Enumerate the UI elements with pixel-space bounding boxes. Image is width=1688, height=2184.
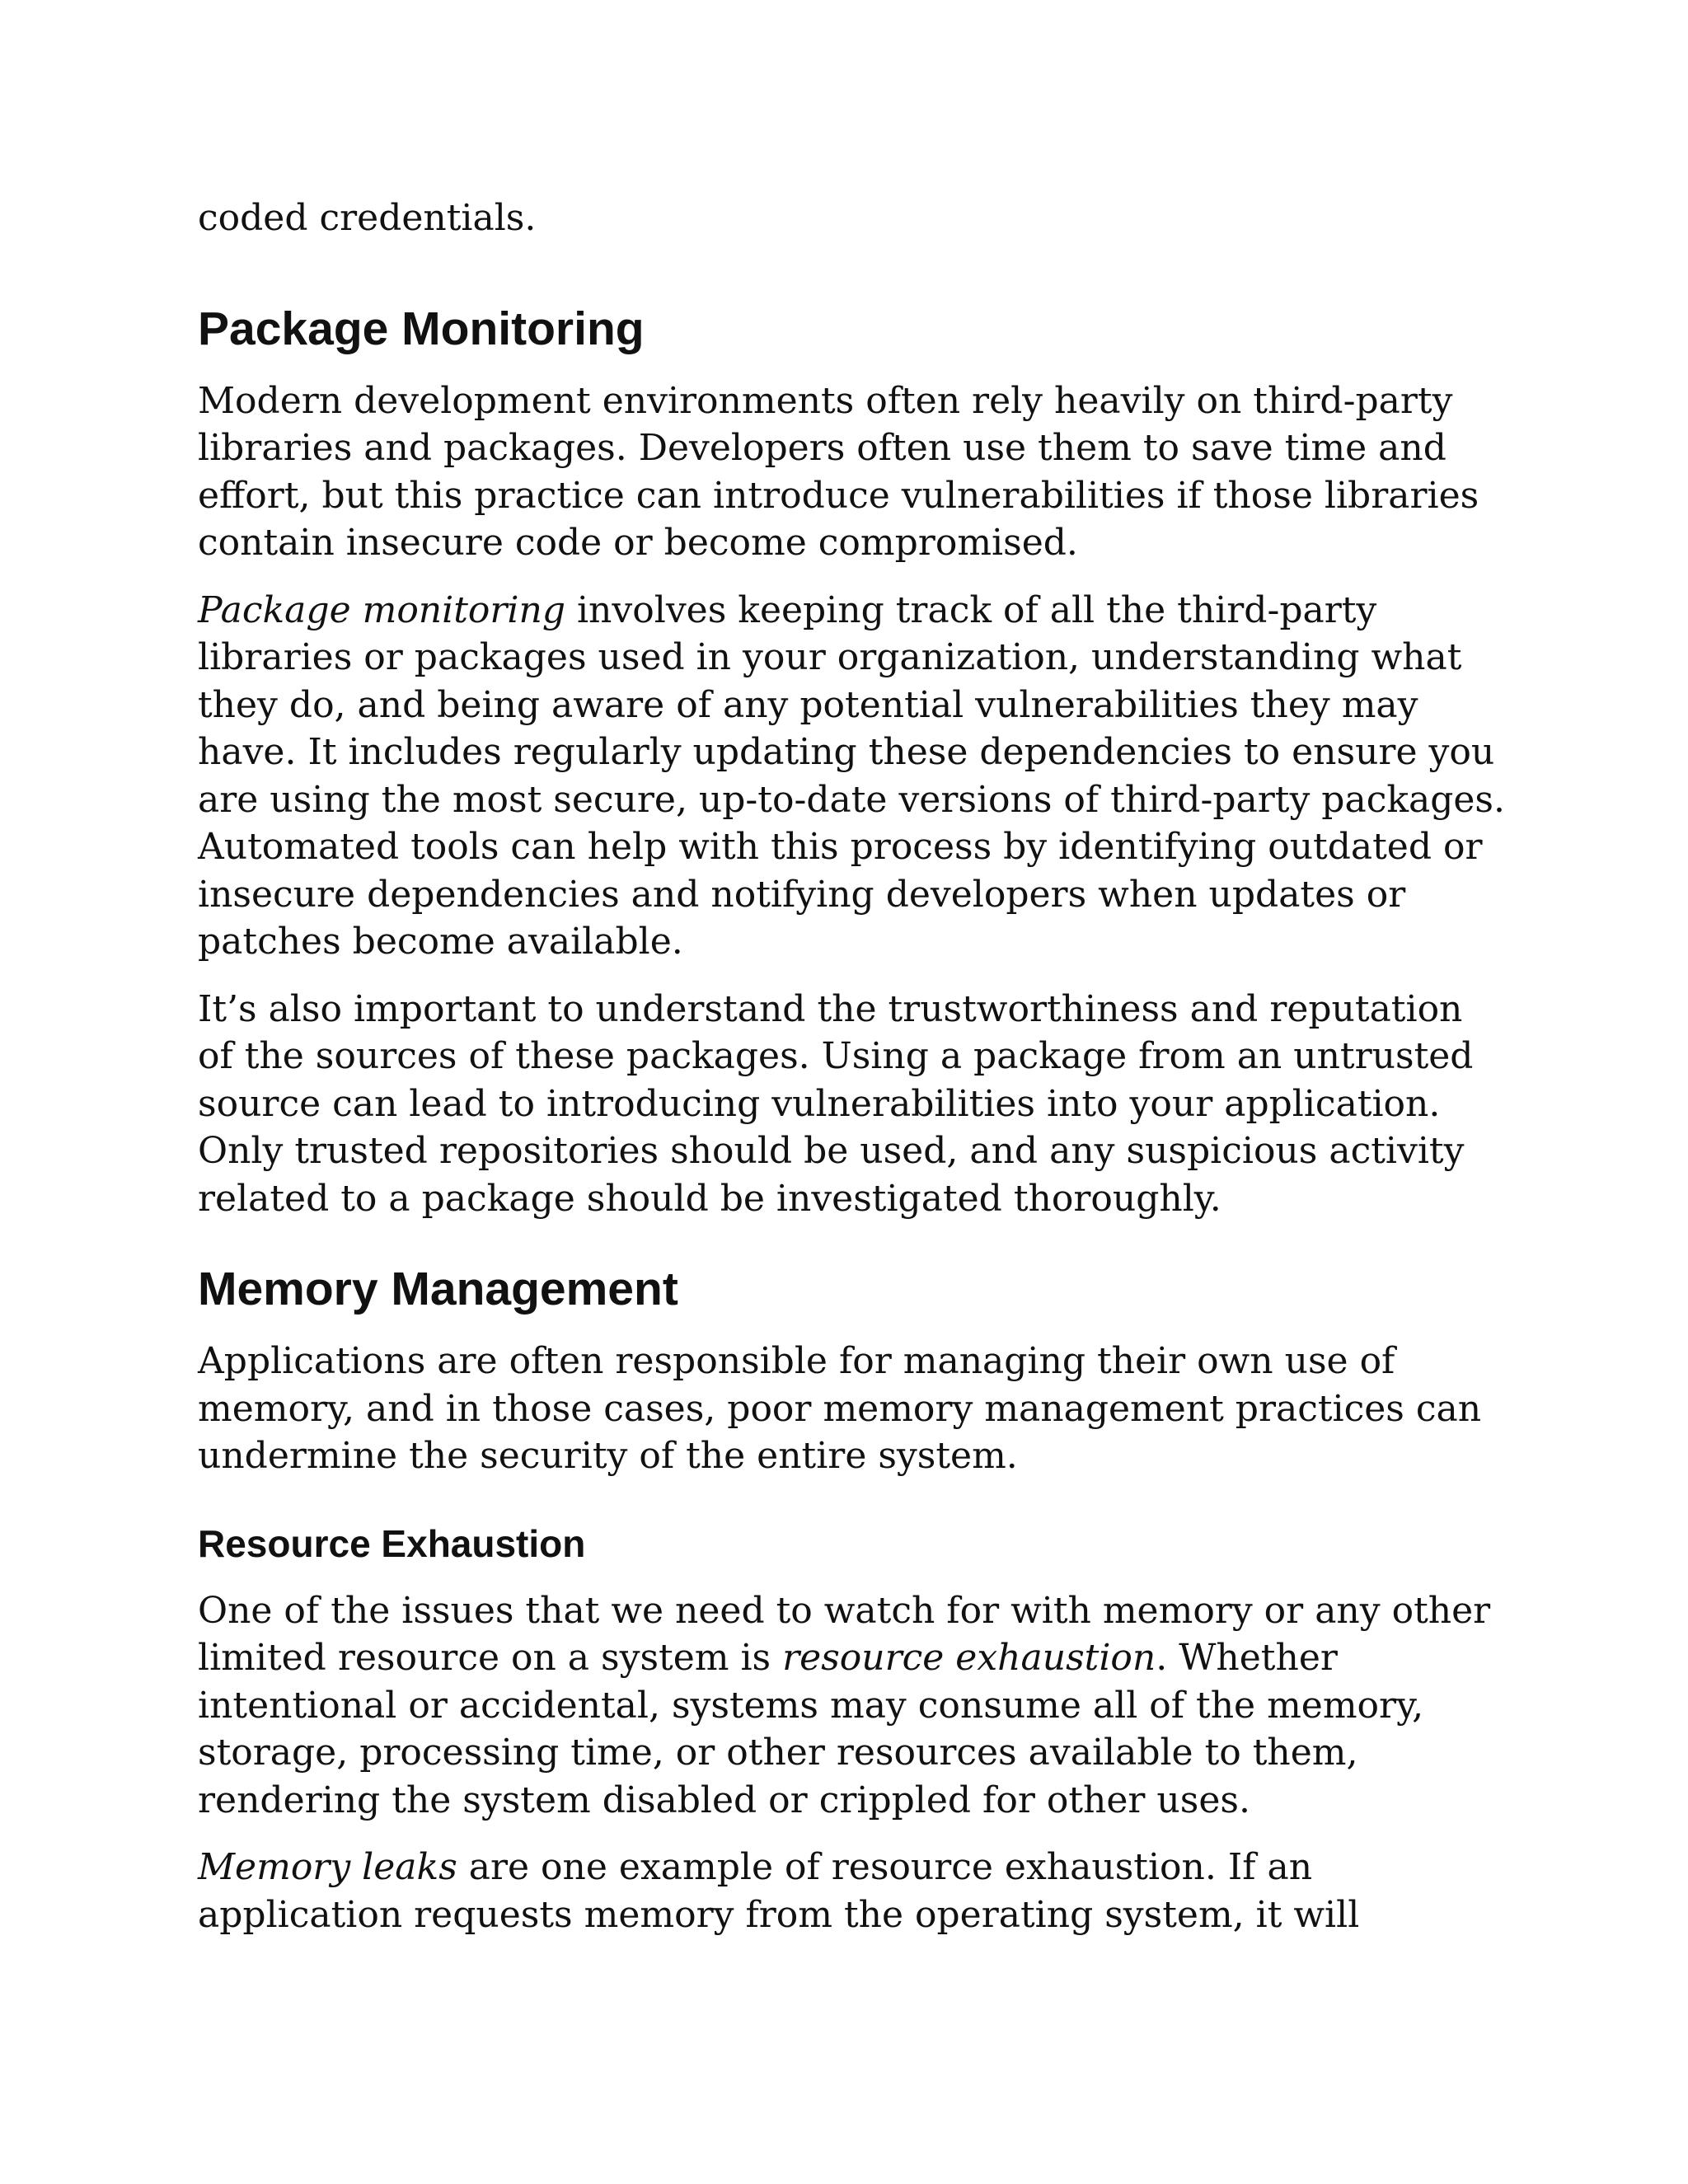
- heading-package-monitoring: Package Monitoring: [198, 302, 645, 355]
- document-page: [198, 194, 1508, 1958]
- paragraph-memory-leaks: [198, 1844, 1508, 1938]
- paragraph-package-trust: It’s also important to understand the trustworthiness and reputation of the sources of these packages. Using a package from an untrusted source can lead to introducing vulnerabilities into your application. Only trusted repositories should be used, and any suspicious activity related to a package should be investigated thoroughly.: [198, 987, 1474, 1220]
- term-resource-exhaustion: resource exhaustion: [782, 1637, 1156, 1679]
- intro-line: coded credentials.: [198, 197, 537, 239]
- paragraph-resource-exhaustion-text-a: One of the issues that we need to watch for with memory or any other limited resource on a system is: [198, 1589, 1491, 1679]
- heading-resource-exhaustion: Resource Exhaustion: [198, 1521, 586, 1565]
- paragraph-package-intro: Modern development environments often rely heavily on third-party libraries and packages. Developers often use them to save time and effort, but this practice can introduce vulnerabilities if those libraries contain insecure code or become compromised.: [198, 379, 1479, 564]
- heading-memory-management: Memory Management: [198, 1263, 678, 1315]
- paragraph-resource-exhaustion: [198, 1587, 1508, 1825]
- paragraph-package-monitoring: [198, 587, 1508, 966]
- paragraph-resource-exhaustion-text-b: . Whether intentional or accidental, systems may consume all of the memory, storage, processing time, or other resources available to them, rendering the system disabled or crippled for other uses.: [198, 1637, 1424, 1821]
- term-package-monitoring: Package monitoring: [198, 588, 565, 631]
- paragraph-package-monitoring-text: involves keeping track of all the third-party libraries or packages used in your organization, understanding what they do, and being aware of any potential vulnerabilities they may have. It includes regularly updating these dependencies to ensure you are using the most secure, up-to-date versions of third-party packages. Automated tools can help with this process by identifying outdated or insecure dependencies and notifying developers when updates or patches become available.: [198, 588, 1505, 963]
- term-memory-leaks: Memory leaks: [198, 1846, 457, 1888]
- paragraph-memory-leaks-text: are one example of resource exhaustion. If an application requests memory from the operating system, it will: [198, 1846, 1360, 1936]
- paragraph-memory-intro: Applications are often responsible for managing their own use of memory, and in those cases, poor memory management practices can undermine the security of the entire system.: [198, 1340, 1482, 1477]
